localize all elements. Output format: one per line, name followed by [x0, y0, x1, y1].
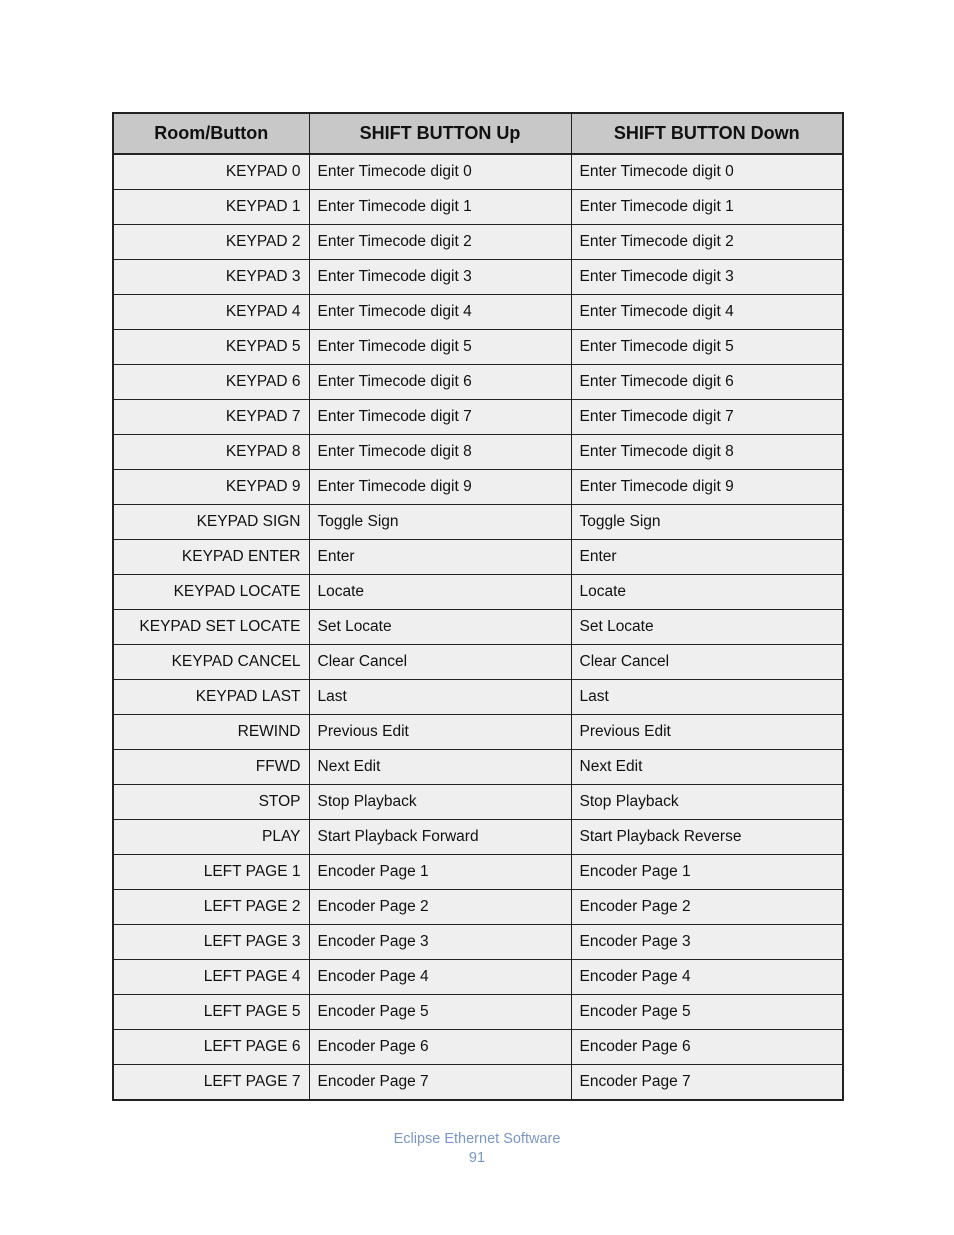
cell-shift-down: Encoder Page 3 [571, 925, 843, 960]
cell-shift-up: Encoder Page 4 [309, 960, 571, 995]
table-row [113, 330, 843, 365]
cell-room-button: KEYPAD 0 [113, 154, 309, 190]
cell-shift-up: Enter Timecode digit 9 [309, 470, 571, 505]
cell-room-button: LEFT PAGE 3 [113, 925, 309, 960]
cell-shift-down: Set Locate [571, 610, 843, 645]
table-body [113, 154, 843, 1100]
cell-room-button: KEYPAD LAST [113, 680, 309, 715]
table-row [113, 1030, 843, 1065]
cell-shift-up: Clear Cancel [309, 645, 571, 680]
cell-room-button: LEFT PAGE 6 [113, 1030, 309, 1065]
cell-room-button: LEFT PAGE 5 [113, 995, 309, 1030]
cell-shift-up: Next Edit [309, 750, 571, 785]
cell-shift-down: Encoder Page 5 [571, 995, 843, 1030]
cell-shift-down: Encoder Page 6 [571, 1030, 843, 1065]
table-row [113, 435, 843, 470]
cell-shift-up: Encoder Page 1 [309, 855, 571, 890]
table-row [113, 260, 843, 295]
cell-shift-down: Enter Timecode digit 9 [571, 470, 843, 505]
cell-shift-up: Enter Timecode digit 0 [309, 154, 571, 190]
table-row [113, 680, 843, 715]
table-row [113, 785, 843, 820]
cell-shift-down: Encoder Page 2 [571, 890, 843, 925]
table-row [113, 400, 843, 435]
cell-shift-down: Encoder Page 1 [571, 855, 843, 890]
cell-shift-down: Toggle Sign [571, 505, 843, 540]
cell-shift-up: Encoder Page 5 [309, 995, 571, 1030]
cell-room-button: LEFT PAGE 2 [113, 890, 309, 925]
cell-shift-up: Enter Timecode digit 3 [309, 260, 571, 295]
table-row [113, 190, 843, 225]
table-row [113, 575, 843, 610]
cell-room-button: STOP [113, 785, 309, 820]
cell-shift-down: Enter [571, 540, 843, 575]
cell-shift-up: Previous Edit [309, 715, 571, 750]
cell-shift-up: Encoder Page 7 [309, 1065, 571, 1101]
cell-room-button: KEYPAD SET LOCATE [113, 610, 309, 645]
cell-shift-down: Stop Playback [571, 785, 843, 820]
cell-shift-up: Toggle Sign [309, 505, 571, 540]
cell-room-button: LEFT PAGE 7 [113, 1065, 309, 1101]
cell-room-button: PLAY [113, 820, 309, 855]
table-row [113, 995, 843, 1030]
cell-shift-up: Set Locate [309, 610, 571, 645]
cell-room-button: KEYPAD 3 [113, 260, 309, 295]
table-row [113, 1065, 843, 1101]
page-number: 91 [468, 1150, 486, 1166]
cell-shift-up: Last [309, 680, 571, 715]
cell-shift-down: Enter Timecode digit 1 [571, 190, 843, 225]
cell-shift-down: Enter Timecode digit 4 [571, 295, 843, 330]
table-header [113, 113, 843, 154]
cell-shift-down: Enter Timecode digit 2 [571, 225, 843, 260]
table-row [113, 470, 843, 505]
column-header-shift-up: SHIFT BUTTON Up [309, 113, 571, 154]
cell-room-button: KEYPAD SIGN [113, 505, 309, 540]
table-row [113, 925, 843, 960]
cell-shift-down: Clear Cancel [571, 645, 843, 680]
header-row [113, 113, 843, 154]
table-row [113, 225, 843, 260]
cell-shift-up: Enter Timecode digit 8 [309, 435, 571, 470]
cell-shift-up: Encoder Page 3 [309, 925, 571, 960]
cell-shift-down: Enter Timecode digit 3 [571, 260, 843, 295]
column-header-room-button: Room/Button [113, 113, 309, 154]
table-row [113, 750, 843, 785]
column-header-shift-down: SHIFT BUTTON Down [571, 113, 843, 154]
footer-title: Eclipse Ethernet Software [393, 1131, 561, 1147]
cell-shift-down: Locate [571, 575, 843, 610]
cell-room-button: KEYPAD 4 [113, 295, 309, 330]
cell-room-button: KEYPAD LOCATE [113, 575, 309, 610]
cell-shift-up: Enter Timecode digit 2 [309, 225, 571, 260]
cell-shift-up: Enter [309, 540, 571, 575]
table-row [113, 715, 843, 750]
cell-shift-down: Last [571, 680, 843, 715]
table-row [113, 365, 843, 400]
table-row [113, 960, 843, 995]
cell-shift-up: Enter Timecode digit 6 [309, 365, 571, 400]
cell-shift-up: Stop Playback [309, 785, 571, 820]
cell-shift-down: Enter Timecode digit 8 [571, 435, 843, 470]
cell-shift-up: Locate [309, 575, 571, 610]
table-row [113, 610, 843, 645]
cell-room-button: KEYPAD 9 [113, 470, 309, 505]
cell-room-button: KEYPAD 7 [113, 400, 309, 435]
cell-shift-down: Encoder Page 7 [571, 1065, 843, 1101]
table-row [113, 855, 843, 890]
cell-shift-up: Enter Timecode digit 5 [309, 330, 571, 365]
cell-shift-down: Start Playback Reverse [571, 820, 843, 855]
cell-shift-up: Encoder Page 2 [309, 890, 571, 925]
cell-shift-up: Enter Timecode digit 7 [309, 400, 571, 435]
shift-button-table [112, 112, 844, 1101]
cell-room-button: KEYPAD 8 [113, 435, 309, 470]
cell-room-button: KEYPAD 6 [113, 365, 309, 400]
cell-room-button: LEFT PAGE 1 [113, 855, 309, 890]
table-row [113, 295, 843, 330]
shift-button-table-container [112, 112, 842, 1101]
cell-room-button: KEYPAD ENTER [113, 540, 309, 575]
table-row [113, 820, 843, 855]
table-row [113, 645, 843, 680]
cell-room-button: KEYPAD 5 [113, 330, 309, 365]
cell-shift-down: Enter Timecode digit 5 [571, 330, 843, 365]
table-row [113, 505, 843, 540]
table-row [113, 154, 843, 190]
cell-shift-down: Enter Timecode digit 6 [571, 365, 843, 400]
cell-room-button: KEYPAD 1 [113, 190, 309, 225]
cell-room-button: KEYPAD 2 [113, 225, 309, 260]
cell-shift-down: Enter Timecode digit 7 [571, 400, 843, 435]
cell-room-button: REWIND [113, 715, 309, 750]
cell-shift-down: Next Edit [571, 750, 843, 785]
table-row [113, 540, 843, 575]
page-footer [0, 1130, 954, 1168]
cell-shift-up: Start Playback Forward [309, 820, 571, 855]
cell-shift-up: Enter Timecode digit 1 [309, 190, 571, 225]
cell-shift-up: Enter Timecode digit 4 [309, 295, 571, 330]
cell-room-button: FFWD [113, 750, 309, 785]
table-row [113, 890, 843, 925]
cell-shift-up: Encoder Page 6 [309, 1030, 571, 1065]
cell-shift-down: Enter Timecode digit 0 [571, 154, 843, 190]
cell-shift-down: Previous Edit [571, 715, 843, 750]
cell-room-button: LEFT PAGE 4 [113, 960, 309, 995]
cell-room-button: KEYPAD CANCEL [113, 645, 309, 680]
cell-shift-down: Encoder Page 4 [571, 960, 843, 995]
